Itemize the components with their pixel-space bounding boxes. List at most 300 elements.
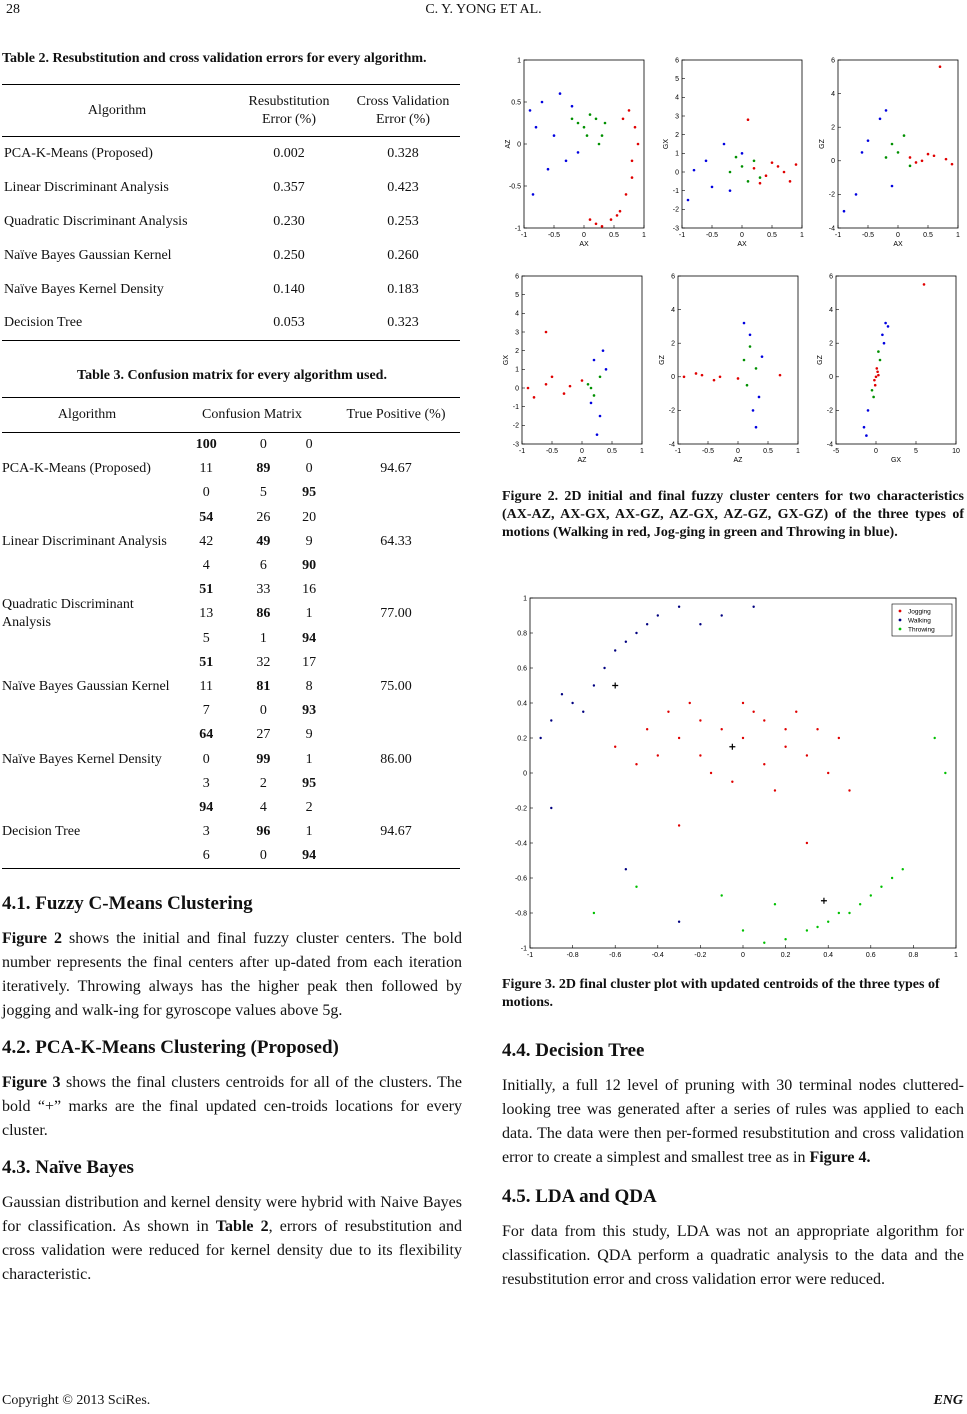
plot-frame [530,598,956,948]
data-point [774,903,776,905]
scatter-plot-6 [515,595,958,959]
data-point [816,728,818,730]
y-tick-label: -2 [668,407,675,415]
data-point [553,134,556,137]
algorithm-cell: Linear Discriminant Analysis [2,533,167,549]
data-point [865,434,868,437]
figure3-container [502,590,964,965]
y-tick-label: 2 [675,132,679,139]
y-tick-label: 4 [831,90,835,98]
data-point [859,903,861,905]
data-point [927,153,930,156]
data-point [622,118,625,121]
x-tick-label: -1 [520,232,528,239]
data-point [545,383,548,386]
y-tick-label: 0 [829,374,833,382]
figure2-scatter-grid [502,50,964,480]
y-axis-label: GX [503,354,510,366]
matrix-cell: 11 [199,678,214,694]
y-tick-label: -1 [514,225,521,233]
data-point [755,367,758,370]
x-axis-label: AX [893,241,903,248]
matrix-cell: 0 [259,437,267,453]
table-row [2,506,460,530]
data-point [783,171,786,174]
data-point [550,719,552,721]
x-tick-label: 0.5 [609,232,619,239]
algorithm-cell: Naïve Bayes Kernel Density [2,751,162,767]
data-point [589,218,592,221]
data-point [885,109,888,112]
y-tick-label: 0 [517,141,521,149]
x-tick-label: 1 [642,232,646,239]
y-axis-label: GZ [819,139,826,149]
y-tick-label: 6 [515,273,519,281]
section-text [2,1071,462,1143]
matrix-cell: 95 [302,775,317,791]
y-tick-label: -3 [512,441,519,449]
matrix-cell: 49 [256,533,271,549]
matrix-cell: 1 [305,824,313,840]
table2-header-resub: Resubstitution Error (%) [232,85,346,137]
x-axis-label: AZ [733,457,743,464]
data-point [634,126,637,129]
x-tick-label: -5 [832,448,840,455]
x-tick-label: 0.5 [767,232,777,239]
scatter-plot-2 [819,57,960,248]
x-tick-label: -0.5 [545,448,559,455]
data-point [551,376,554,379]
y-tick-label: -0.4 [514,840,527,848]
resub-error-cell: 0.250 [273,247,305,263]
matrix-cell: 94 [199,799,214,815]
y-tick-label: -1 [520,945,527,953]
data-point [721,894,723,896]
data-point [590,387,593,390]
data-point [876,370,879,373]
x-tick-label: -0.5 [701,448,715,455]
x-tick-label: 0 [896,232,900,239]
data-point [637,143,640,146]
y-tick-label: 2 [829,340,833,348]
cv-error-cell: 0.323 [346,307,460,341]
y-tick-label: 5 [515,292,519,299]
data-point [603,667,605,669]
resub-error-cell: 0.230 [273,213,305,229]
table2 [2,84,460,341]
data-point [891,185,894,188]
y-tick-label: 1 [517,57,521,65]
data-point [887,325,890,328]
right-sections [502,1040,964,1292]
data-point [861,151,864,154]
matrix-cell: 51 [199,582,214,598]
data-point [731,781,733,783]
data-point [699,719,701,721]
y-tick-label: -0.6 [514,875,527,883]
data-point [795,163,798,166]
matrix-cell: 5 [259,485,267,501]
data-point [765,174,768,177]
cv-error-cell: 0.423 [387,179,419,195]
data-point [874,384,877,387]
y-tick-label: -2 [828,191,835,199]
data-point [838,912,840,914]
matrix-cell: 86 [256,606,271,622]
data-point [563,392,566,395]
x-tick-label: 0.8 [908,952,919,959]
matrix-cell: 1 [305,751,313,767]
data-point [747,118,750,121]
data-point [741,165,744,168]
algorithm-cell: Linear Discriminant Analysis [4,179,169,195]
data-point [529,109,532,112]
data-point [532,193,535,196]
data-point [742,929,744,931]
data-point [721,728,723,730]
section-body: , errors of resubstitution and cross validation were reduced for kernel density due to its flexibility characteristic. [2,1218,462,1284]
data-point [595,118,598,121]
data-point [777,165,780,168]
data-point [737,377,740,380]
data-point [763,719,765,721]
data-point [873,379,876,382]
data-point [625,868,627,870]
true-positive-cell: 94.67 [332,796,460,869]
data-point [729,189,732,192]
data-point [897,151,900,154]
data-point [876,367,879,370]
data-point [870,894,872,896]
data-point [631,160,634,163]
matrix-cell: 0 [202,751,210,767]
matrix-cell: 2 [259,775,267,791]
plot-frame [838,60,958,228]
data-point [848,789,850,791]
data-point [721,614,723,616]
y-tick-label: 4 [829,306,833,314]
data-point [795,711,797,713]
data-point [746,384,749,387]
data-point [605,368,608,371]
data-point [550,807,552,809]
y-tick-label: 0 [671,374,675,382]
data-point [753,160,756,163]
matrix-cell: 9 [305,533,313,549]
matrix-cell: 64 [199,727,214,743]
data-point [719,376,722,379]
data-point [944,772,946,774]
data-point [909,156,912,159]
algorithm-cell: Quadratic Discriminant Analysis [4,213,188,229]
data-point [761,355,764,358]
data-point [667,711,669,713]
figure-ref: Figure 2 [2,930,63,948]
y-tick-label: 0.4 [517,700,527,708]
x-tick-label: -1 [526,952,534,959]
data-point [541,101,544,104]
data-point [582,711,584,713]
matrix-cell: 3 [202,775,210,791]
algorithm-cell: Naïve Bayes Gaussian Kernel [4,247,172,263]
data-point [758,396,761,399]
cv-error-cell: 0.328 [387,145,419,161]
data-point [779,374,782,377]
matrix-cell: 4 [259,799,267,815]
y-tick-label: 6 [831,57,835,65]
footer-copyright: Copyright © 2013 SciRes. [2,1393,151,1408]
data-point [711,186,714,189]
legend-label: Walking [908,617,931,625]
y-tick-label: 0.6 [517,665,527,673]
y-axis-label: GZ [817,355,824,365]
x-tick-label: 0.2 [780,952,791,959]
data-point [784,728,786,730]
matrix-cell: 1 [259,630,267,646]
matrix-cell: 13 [199,606,214,622]
data-point [763,763,765,765]
section-text [2,1191,462,1287]
data-point [747,180,750,183]
cv-error-cell: 0.260 [387,247,419,263]
table3-header-matrix: Confusion Matrix [172,398,332,433]
table-ref: Table 2 [215,1218,269,1236]
y-tick-label: -3 [672,225,679,233]
data-point [678,824,680,826]
data-point [877,350,880,353]
plot-frame [524,60,644,228]
plot-frame [522,276,642,444]
y-tick-label: 2 [515,348,519,355]
matrix-cell: 3 [202,824,210,840]
data-point [646,728,648,730]
section-4-1 [2,893,462,1023]
data-point [759,182,762,185]
data-point [593,394,596,397]
scatter-plot-3 [503,273,644,464]
matrix-cell: 5 [202,630,210,646]
data-point [881,334,884,337]
section-title: 4.5. LDA and QDA [502,1186,657,1207]
data-point [601,134,604,137]
data-point [571,118,574,121]
y-tick-label: 0.8 [517,630,527,638]
data-point [593,359,596,362]
data-point [571,702,573,704]
table3-header-algorithm: Algorithm [2,398,172,433]
legend-label: Jogging [908,608,931,616]
x-tick-label: -1 [674,448,682,455]
data-point [883,342,886,345]
data-point [945,158,948,161]
y-tick-label: -0.2 [514,805,527,813]
data-point [723,143,726,146]
y-tick-label: 3 [515,329,519,337]
data-point [774,789,776,791]
matrix-cell: 4 [202,558,210,574]
data-point [879,118,882,121]
y-axis-label: GZ [659,355,666,365]
data-point [695,372,698,375]
data-point [701,374,704,377]
data-point [752,606,754,608]
true-positive-cell: 94.67 [380,461,412,477]
data-point [559,92,562,95]
data-point [587,383,590,386]
data-point [879,359,882,362]
data-point [771,161,774,164]
data-point [742,737,744,739]
data-point [863,426,866,429]
data-point [759,176,762,179]
section-body: shows the final clusters centroids for all of the clusters. The bold “+” marks are the final updated cen-troids locations for every cluster. [2,1074,462,1140]
data-point [749,345,752,348]
data-point [871,389,874,392]
x-tick-label: -0.8 [566,952,579,959]
data-point [635,763,637,765]
data-point [784,746,786,748]
table3 [2,397,460,869]
matrix-cell: 26 [256,509,271,525]
y-tick-label: -0.8 [514,910,527,918]
y-tick-label: 6 [675,57,679,65]
legend [892,604,952,636]
y-tick-label: 2 [831,124,835,132]
running-header: C. Y. YONG ET AL. [425,2,542,17]
x-tick-label: 0.5 [923,232,933,239]
legend-marker [899,619,902,622]
data-point [539,737,541,739]
x-tick-label: -0.2 [694,952,707,959]
legend-marker [899,628,902,631]
data-point [602,349,605,352]
data-point [763,942,765,944]
x-tick-label: 0 [582,232,586,239]
section-title: 4.1. Fuzzy C-Means Clustering [2,893,253,915]
data-point [816,926,818,928]
section-text [502,1074,964,1170]
y-tick-label: 2 [671,340,675,348]
data-point [743,322,746,325]
matrix-cell: 7 [202,703,210,719]
matrix-cell: 96 [256,824,271,840]
table3-header-tp: True Positive (%) [332,398,460,433]
x-tick-label: -1 [518,448,526,455]
data-point [657,614,659,616]
y-tick-label: 0 [831,158,835,166]
x-tick-label: 10 [952,448,960,455]
x-tick-label: 0.4 [823,952,834,959]
cv-error-cell: 0.183 [387,281,419,297]
table3-caption: Table 3. Confusion matrix for every algorithm used. [77,368,387,383]
data-point [741,152,744,155]
data-point [599,415,602,418]
figure2-caption: Figure 2. 2D initial and final fuzzy cluster centers for two characteristics (AX-AZ, AX-GX, AX-GZ, AZ-GX, AZ-GZ, GX-GZ) of the three types of motions (Walking in red, Jog-ging in green and Throwing in blue). [502,489,964,540]
matrix-cell: 27 [256,727,271,743]
table3-body [2,433,460,869]
section-4-2 [2,1037,462,1143]
matrix-cell: 51 [199,654,214,670]
x-tick-label: 1 [800,232,804,239]
data-point [571,105,574,108]
x-tick-label: -1 [834,232,842,239]
data-point [657,754,659,756]
x-tick-label: 0 [874,448,878,455]
scatter-plot-1 [663,57,804,248]
data-point [689,702,691,704]
table-row [2,137,460,171]
matrix-cell: 8 [305,678,313,694]
data-point [683,376,686,379]
matrix-cell: 89 [256,461,271,477]
y-tick-label: -2 [512,422,519,430]
legend-marker [899,610,902,613]
data-point [909,165,912,168]
algorithm-cell: Naïve Bayes Kernel Density [4,281,164,297]
algorithm-cell: Quadratic Discriminant Analysis [2,597,134,631]
plot-frame [836,276,956,444]
data-point [589,113,592,116]
legend-label: Throwing [908,626,935,634]
x-tick-label: -0.6 [609,952,622,959]
matrix-cell: 11 [199,461,214,477]
section-4-5 [502,1186,964,1292]
x-tick-label: 1 [954,952,958,959]
algorithm-cell: Naïve Bayes Gaussian Kernel [2,678,170,694]
data-point [687,199,690,202]
y-tick-label: -2 [826,407,833,415]
data-point [616,214,619,217]
y-tick-label: 6 [671,273,675,281]
matrix-cell: 9 [305,727,313,743]
data-point [735,156,738,159]
matrix-cell: 94 [302,630,317,646]
data-point [535,126,538,129]
section-body: For data from this study, LDA was not an appropriate algorithm for classification. QDA perform a quadratic analysis to the data and the resubstitution error and cross validation error were reduced. [502,1223,964,1288]
y-tick-label: 1 [515,366,519,374]
y-tick-label: 1 [523,595,527,603]
data-point [699,623,701,625]
data-point [752,409,755,412]
data-point [843,210,846,213]
table-row [2,651,460,675]
data-point [885,156,888,159]
data-point [880,886,882,888]
y-tick-label: 4 [671,306,675,314]
x-tick-label: 0.6 [865,952,876,959]
y-tick-label: -2 [672,206,679,214]
page-number: 28 [6,2,20,17]
data-point [884,322,887,325]
data-point [848,912,850,914]
y-tick-label: 0.2 [517,735,527,743]
cv-error-cell: 0.253 [387,213,419,229]
x-axis-label: GX [890,457,902,464]
section-4-3 [2,1157,462,1287]
y-tick-label: 5 [675,76,679,83]
matrix-cell: 17 [302,654,317,670]
true-positive-cell: 77.00 [380,606,412,622]
data-point [891,143,894,146]
algorithm-cell: PCA-K-Means (Proposed) [4,145,153,161]
data-point [877,374,880,377]
matrix-cell: 2 [305,799,313,815]
data-point [806,754,808,756]
data-point [601,225,604,228]
table-row [2,307,460,341]
data-point [742,702,744,704]
x-tick-label: -0.5 [861,232,875,239]
